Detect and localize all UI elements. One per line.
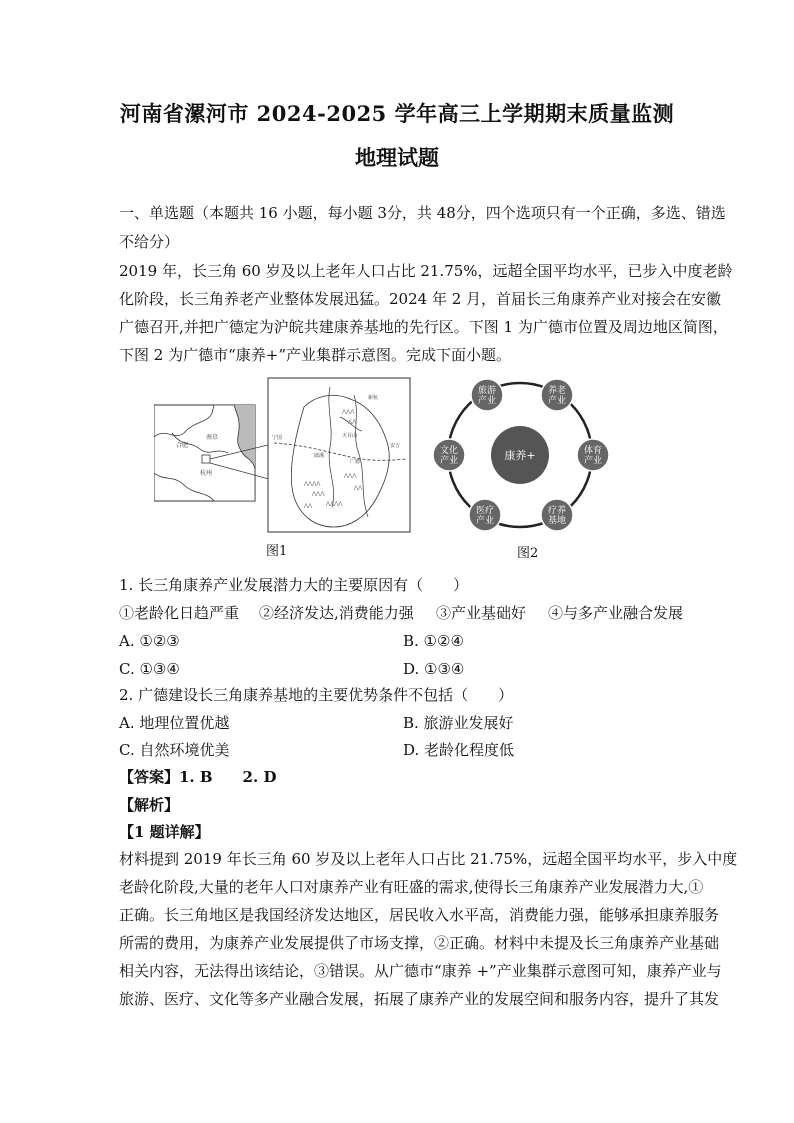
svg-text:⋀⋀: ⋀⋀ [304,503,313,509]
q1-item-2: ②经济发达,消费能力强 [259,604,414,622]
diagram-center-label: 康养+ [504,449,536,462]
svg-text:养老: 养老 [547,386,567,396]
diagram-node-sports [577,439,609,471]
svg-text:产业: 产业 [583,456,603,466]
q1-item-4: ④与多产业融合发展 [548,604,684,622]
svg-text:⋀⋀: ⋀⋀ [348,419,357,425]
explanation-line-5: 相关内容，无法得出该结论，③错误。从广德市“康养 +”产业集群示意图可知，康养产业与 [119,962,722,980]
material-line-2: 化阶段，长三角养老产业整体发展迅猛。2024 年 2 月，首届长三角康养产业对接会在安徽 [119,290,722,308]
q2-option-c: C. 自然环境优美 [119,741,230,759]
material-line-1: 2019 年，长三角 60 岁及以上老年人口占比 21.75%，远超全国平均水平，已步入中度老龄 [119,262,733,280]
section-heading-line2: 不给分） [119,233,180,251]
question-1-stem: 1. 长三角康养产业发展潜力大的主要原因有（ ） [119,576,469,594]
svg-text:产业: 产业 [477,396,497,406]
q1-option-a: A. ①②③ [119,632,180,650]
q1-item-1: ①老龄化日趋严重 [119,604,240,622]
svg-text:医疗: 医疗 [475,506,495,516]
diagram-node-recuperation-base [541,499,573,531]
material-line-3: 广德召开,并把广德定为沪皖共建康养基地的先行区。下图 1 为广德市位置及周边地区简图， [119,318,728,336]
diagram-node-elderly-care [541,379,573,411]
explanation-line-2: 老龄化阶段,大量的老年人口对康养产业有旺盛的需求,使得长三角康养产业发展潜力大,① [119,878,704,896]
map-label-nanjing: 南京 [206,434,219,441]
svg-text:产业: 产业 [475,516,495,526]
map-label-anji: 安吉 [390,443,401,449]
map-label-xinhang: 新杭 [368,395,379,401]
svg-text:文化: 文化 [439,446,459,456]
q2-option-b: B. 旅游业发展好 [403,714,514,732]
material-line-4: 下图 2 为广德市“康养+”产业集群示意图。完成下面小题。 [119,346,511,364]
explanation-line-4: 所需的费用，为康养产业发展提供了市场支撑，②正确。材料中未提及长三角康养产业基础 [119,934,720,952]
figure-1-map [154,377,412,535]
q1-option-c: C. ①③④ [119,660,180,678]
svg-text:产业: 产业 [439,456,459,466]
analysis-heading: 【解析】 [119,796,180,814]
svg-text:⋀⋀⋀: ⋀⋀⋀ [344,473,357,479]
q1-option-b: B. ①②④ [403,632,464,650]
figure-1-caption: 图1 [266,544,288,559]
map-label-langxi: 郎溪 [314,453,325,459]
map-label-tianmushan: 天目山 [342,433,358,439]
svg-text:⋀⋀: ⋀⋀ [354,485,363,491]
section-heading-line1: 一、单选题（本题共 16 小题，每小题 3分，共 48分，四个选项只有一个正确，多选、错选 [119,204,726,222]
svg-text:疗养: 疗养 [547,506,567,516]
svg-text:⋀⋀⋀: ⋀⋀⋀ [312,491,325,497]
svg-text:体育: 体育 [583,446,603,456]
q1-item-3: ③产业基础好 [436,604,527,622]
map-label-hefei: 合肥 [176,442,189,449]
svg-text:⋀⋀⋀⋀: ⋀⋀⋀⋀ [304,481,321,487]
diagram-node-medical [469,499,501,531]
svg-text:⋀⋀⋀⋀: ⋀⋀⋀⋀ [326,501,343,507]
explanation-line-1: 材料提到 2019 年长三角 60 岁及以上老年人口占比 21.75%，远超全国平均水平，步入中度 [119,850,738,868]
figure-2-diagram [428,375,624,535]
svg-text:产业: 产业 [547,396,567,406]
diagram-node-culture [433,439,465,471]
svg-text:基地: 基地 [547,516,567,526]
svg-text:⋀⋀⋀: ⋀⋀⋀ [342,409,355,415]
page-title: 河南省漯河市 2024-2025 学年高三上学期期末质量监测 [119,101,675,126]
map-label-guangde: 广德 [350,459,361,465]
detail-1-heading: 【1 题详解】 [119,823,210,841]
figure-2-caption: 图2 [517,546,539,561]
q2-option-a: A. 地理位置优越 [119,714,230,732]
q1-option-d: D. ①③④ [403,660,465,678]
answer-line: 【答案】1. B 2. D [119,768,277,786]
diagram-node-tourism [471,379,503,411]
q2-option-d: D. 老龄化程度低 [403,741,515,759]
explanation-line-3: 正确。长三角地区是我国经济发达地区，居民收入水平高，消费能力强，能够承担康养服务 [119,906,720,924]
svg-text:旅游: 旅游 [477,386,497,396]
explanation-line-6: 旅游、医疗、文化等多产业融合发展，拓展了康养产业的发展空间和服务内容，提升了其发 [119,990,720,1008]
map-label-hangzhou: 杭州 [200,470,213,477]
question-2-stem: 2. 广德建设长三角康养基地的主要优势条件不包括（ ） [119,686,514,704]
map-label-ningguo: 宁国 [272,435,283,441]
page-subtitle: 地理试题 [355,145,439,170]
